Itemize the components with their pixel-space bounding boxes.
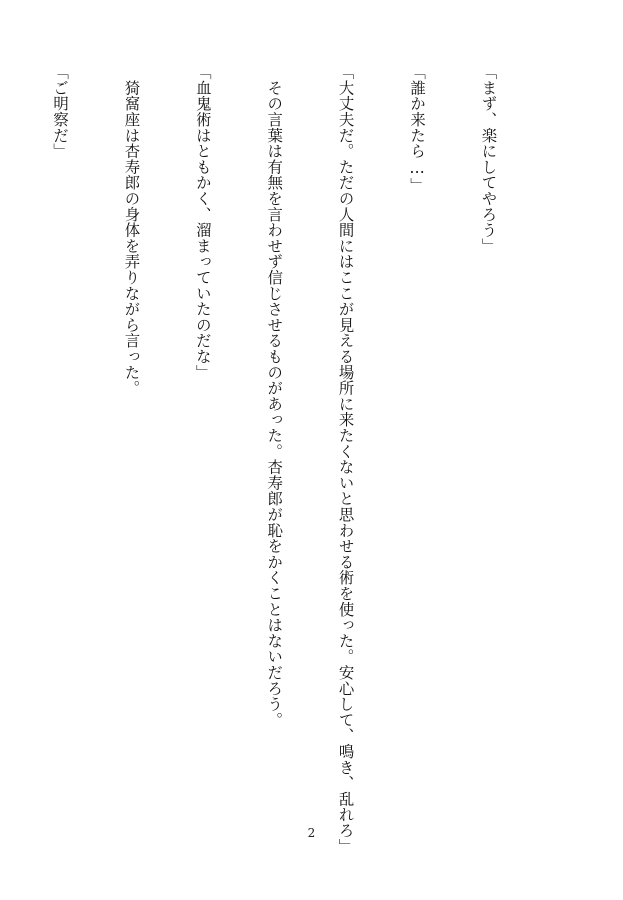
vertical-text-body xyxy=(0,64,547,854)
text-line: 猗窩座は杏寿郎の身体を弄りながら言った。 xyxy=(122,64,141,396)
text-line: 「誰か来たら…」 xyxy=(408,64,427,193)
text-line: 「大丈夫だ。ただの人間にはここが見える場所に来たくないと思わせる術を使った。安心して、鳴き、乱れろ」 xyxy=(336,64,355,854)
text-line: 「血鬼術はともかく、溜まっていたのだな」 xyxy=(193,64,212,380)
text-line: 「まず、楽にしてやろう」 xyxy=(479,64,498,254)
text-line: その言葉は有無を言わせず信じさせるものがあった。杏寿郎が恥をかくことはないだろう。 xyxy=(265,64,284,728)
page-number: 2 xyxy=(307,826,316,840)
text-line: 「ご明察だ」 xyxy=(51,64,70,159)
